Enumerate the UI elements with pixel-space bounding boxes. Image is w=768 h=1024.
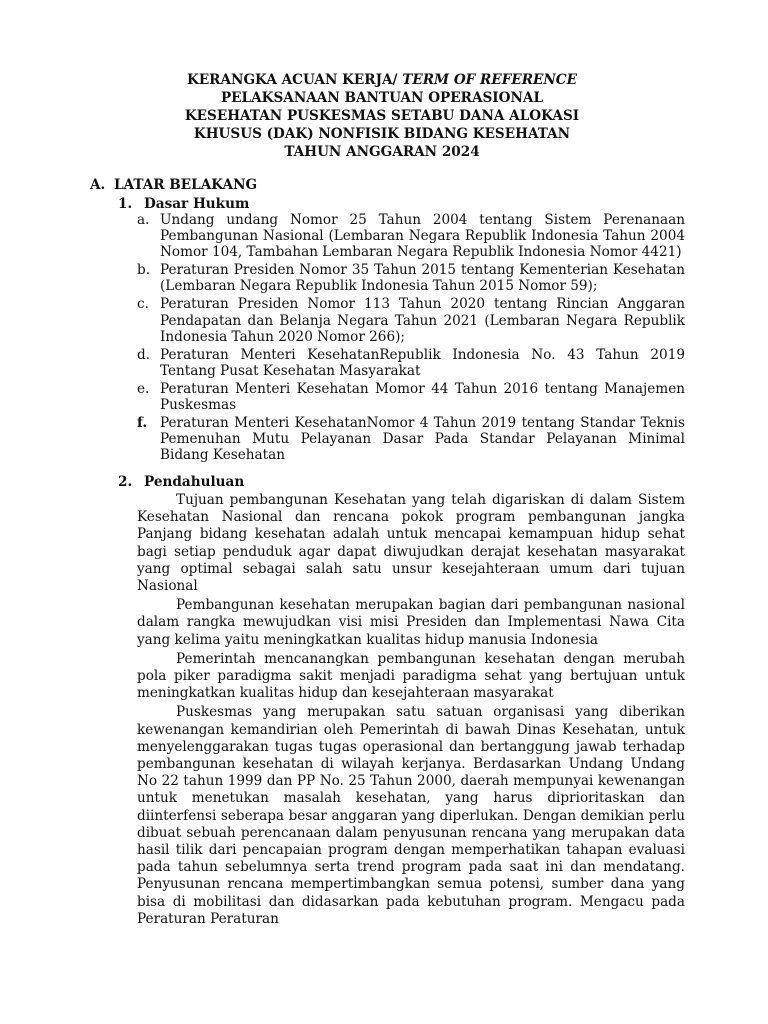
list-item [137, 262, 685, 294]
list-item-letter: a. [137, 212, 150, 228]
title-italic: TERM OF REFERENCE [402, 72, 577, 88]
list-item-letter: e. [137, 380, 150, 397]
paragraph: Tujuan pembangunan Kesehatan yang telah digariskan di dalam Sistem Kesehatan Nasional dan rencana pokok program pembangunan jangka Panjang bidang kesehatan adalah untuk mencapai kemampuan hidup sehat bagi setiap penduduk agar dapat diwujudkan derajat kesehatan masyarakat yang optimal sebagai salah satu unsur kesejahteraan umum dari tujuan Nasional [137, 492, 685, 595]
paragraph: Puskesmas yang merupakan satu satuan organisasi yang diberikan kewenangan kemandirian oleh Pemerintah di bawah Dinas Kesehatan, untuk menyelenggarakan tugas tugas operasional dan bertanggung jawab terhadap pembangunan kesehatan di wilayah kerjanya. Berdasarkan Undang Undang No 22 tahun 1999 dan PP No. 25 Tahun 2000, daerah mempunyai kewenangan untuk menetukan masalah kesehatan, yang harus diprioritaskan dan diinterfensi seberapa besar anggaran yang diperlukan. Dengan demikian perlu dibuat sebuah perencanaan dalam penyusunan rencana yang merupakan data hasil tilik dari pencapaian program dengan memperhatikan tahapan evaluasi pada tahun sebelumnya serta trend program pada saat ini dan mendatang. Penyusunan rencana mempertimbangkan semua potensi, sumber dana yang bisa di mobilitasi dan didasarkan pada kebutuhan program. Mengacu pada Peraturan Peraturan [137, 704, 685, 927]
list-item-text: Peraturan Menteri KesehatanRepublik Indonesia No. 43 Tahun 2019 Tentang Pusat Kesehatan Masyarakat [160, 346, 685, 379]
subsection-2-marker: 2. [118, 474, 133, 490]
list-item-text: Peraturan Menteri KesehatanNomor 4 Tahun 2019 tentang Standar Teknis Pemenuhan Mutu Pelayanan Dasar Pada Standar Pelayanan Minimal Bidang Kesehatan [160, 415, 685, 464]
list-item [137, 381, 685, 413]
subsection-1-marker: 1. [118, 196, 133, 212]
list-item [137, 296, 685, 344]
list-item [137, 212, 685, 260]
list-item [137, 415, 685, 463]
subsection-2-label: Pendahuluan [144, 474, 245, 490]
legal-basis-list [137, 212, 685, 465]
list-item-letter: f. [137, 415, 148, 432]
list-item-letter: c. [137, 296, 149, 313]
list-item-text: Peraturan Menteri Kesehatan Momor 44 Tahun 2016 tentang Manajemen Puskesmas [160, 380, 685, 414]
list-item-text: Peraturan Presiden Nomor 35 Tahun 2015 tentang Kementerian Kesehatan (Lembaran Negara Republik Indonesia Tahun 2015 Nomor 59); [160, 262, 685, 295]
section-a-heading [90, 177, 257, 193]
section-a-label: LATAR BELAKANG [114, 177, 258, 193]
title-line-2: PELAKSANAAN BANTUAN OPERASIONAL [220, 90, 544, 106]
title-line-5: TAHUN ANGGARAN 2024 [284, 144, 480, 160]
document-title [140, 71, 624, 161]
list-item-text: Undang undang Nomor 25 Tahun 2004 tentang Sistem Perenanaan Pembangunan Nasional (Lembaran Negara Republik Indonesia Tahun 2004 Nomor 104, Tambahan Lembaran Negara Republik Indonesia Nomor 4421) [160, 212, 685, 261]
paragraph: Pembangunan kesehatan merupakan bagian dari pembangunan nasional dalam rangka mewujudkan visi misi Presiden dan Implementasi Nawa Cita yang kelima yaitu meningkatkan kualitas hidup manusia Indonesia [137, 597, 685, 648]
list-item-text: Peraturan Presiden Nomor 113 Tahun 2020 tentang Rincian Anggaran Pendapatan dan Belanja Negara Tahun 2021 (Lembaran Negara Republik Indonesia Tahun 2020 Nomor 266); [160, 296, 685, 345]
subsection-1-heading [118, 196, 249, 212]
introduction-body [137, 492, 685, 928]
list-item-letter: d. [137, 346, 151, 363]
section-a-marker: A. [90, 177, 106, 193]
list-item [137, 347, 685, 379]
title-line-3: KESEHATAN PUSKESMAS SETABU DANA ALOKASI [184, 108, 580, 124]
paragraph: Pemerintah mencanangkan pembangunan kesehatan dengan merubah pola piker paradigma sakit menjadi paradigma sehat yang bertujuan untuk meningkatkan kualitas hidup dan kesejahteraan masyarakat [137, 650, 685, 702]
title-line-1: KERANGKA ACUAN KERJA/ TERM OF REFERENCE [187, 72, 577, 88]
list-item-letter: b. [137, 262, 151, 279]
subsection-2-heading [118, 474, 244, 490]
subsection-1-label: Dasar Hukum [144, 196, 250, 212]
title-line-4: KHUSUS (DAK) NONFISIK BIDANG KESEHATAN [193, 126, 571, 142]
